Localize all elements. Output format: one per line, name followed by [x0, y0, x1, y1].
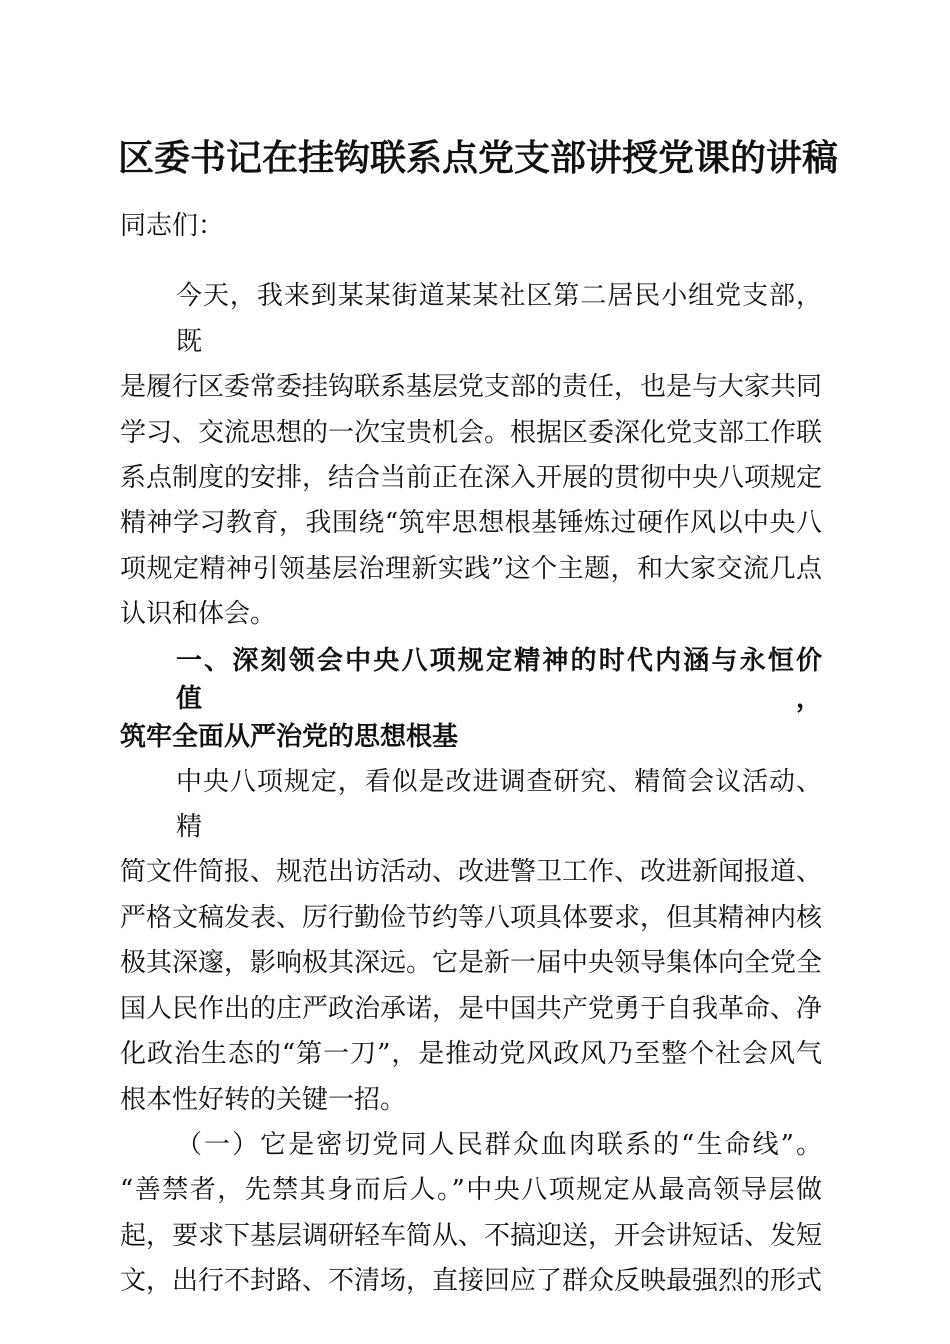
paragraph-section-1	[120, 760, 822, 1123]
text-line: 根本性好转的关键一招。	[120, 1084, 407, 1115]
text-line: 简文件简报、规范出访活动、改进警卫工作、改进新闻报道、	[120, 857, 823, 888]
text-line: 今天，我来到某某街道某某社区第二居民小组党支部，既	[176, 281, 822, 357]
heading-line: 筑牢全面从严治党的思想根基	[120, 721, 459, 752]
text-line: （一）它是密切党同人民群众血肉联系的“生命线”。	[176, 1129, 822, 1160]
heading-line: 一、深刻领会中央八项规定精神的时代内涵与永恒价值，	[176, 645, 822, 714]
text-line: 系点制度的安排，结合当前正在深入开展的贯彻中央八项规定	[120, 463, 823, 494]
paragraph-intro	[120, 274, 822, 637]
text-line: 文，出行不封路、不清场，直接回应了群众反映最强烈的形式	[120, 1266, 823, 1297]
text-line: 认识和体会。	[120, 599, 277, 630]
text-line: 学习、交流思想的一次宝贵机会。根据区委深化党支部工作联	[120, 417, 823, 448]
text-line: 中央八项规定，看似是改进调查研究、精简会议活动、精	[176, 766, 822, 843]
section-heading-1	[120, 642, 822, 756]
text-line: “善禁者，先禁其身而后人。”中央八项规定从最高领导层做	[120, 1175, 822, 1206]
text-line: 化政治生态的“第一刀”，是推动党风政风乃至整个社会风气	[120, 1039, 822, 1070]
paragraph-subsection-1	[120, 1123, 822, 1305]
text-line: 项规定精神引领基层治理新实践”这个主题，和大家交流几点	[120, 553, 822, 584]
text-line: 起，要求下基层调研轻车简从、不搞迎送，开会讲短话、发短	[120, 1220, 823, 1251]
text-line: 是履行区委常委挂钩联系基层党支部的责任，也是与大家共同	[120, 372, 823, 403]
document-body	[120, 204, 822, 1305]
salutation	[120, 204, 822, 249]
text-line: 严格文稿发表、厉行勤俭节约等八项具体要求，但其精神内核	[120, 902, 823, 933]
text-line: 极其深邃，影响极其深远。它是新一届中央领导集体向全党全	[120, 948, 823, 979]
salutation-text: 同志们：	[120, 211, 225, 241]
text-line: 国人民作出的庄严政治承诺，是中国共产党勇于自我革命、净	[120, 993, 823, 1024]
text-line: 精神学习教育，我围绕“筑牢思想根基锤炼过硬作风以中央八	[120, 508, 822, 539]
document-title: 区委书记在挂钩联系点党支部讲授党课的讲稿	[118, 137, 839, 179]
